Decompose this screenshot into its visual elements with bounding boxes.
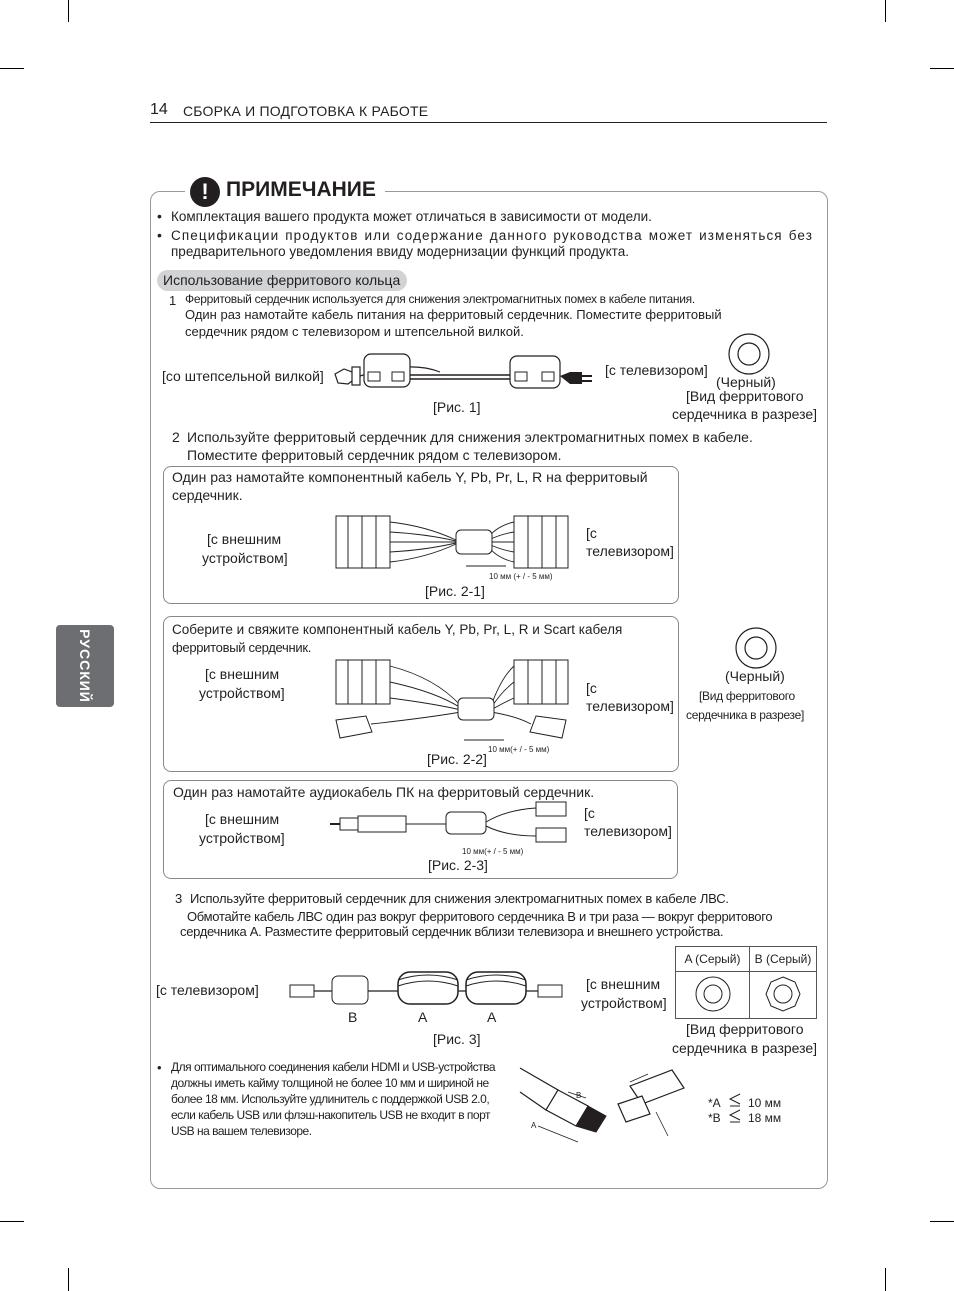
fig3-label-a1: A xyxy=(418,1009,428,1025)
crop-mark xyxy=(930,68,954,69)
section-view-2-line-2: сердечника в разрезе] xyxy=(686,708,805,722)
box-2-1-line-1: Один раз намотайте компонентный кабель Y, Pb, Pr, L, R на ферритовый xyxy=(172,469,648,485)
fig22-tv-line-2: телевизором] xyxy=(586,698,674,714)
fig21-tv-line-2: телевизором] xyxy=(586,543,674,559)
ferrite-b-cross-section xyxy=(763,974,803,1014)
ferrite-b-cell xyxy=(750,972,817,1019)
hdmi-note-line-5: USB на вашем телевизоре. xyxy=(171,1124,312,1138)
section-title: СБОРКА И ПОДГОТОВКА К РАБОТЕ xyxy=(183,103,429,119)
bullet-mark: • xyxy=(157,208,162,224)
note-bullet-1: Комплектация вашего продукта может отличаться в зависимости от модели. xyxy=(171,209,652,224)
fig21-dimension: 10 мм (+ / - 5 мм) xyxy=(489,572,553,581)
spec-b-label: *B xyxy=(708,1111,721,1125)
step-3-number: 3 xyxy=(175,891,183,906)
diagram-label-b: B xyxy=(576,1091,582,1100)
hdmi-note-line-4: если кабель USB или флэш-накопитель USB не входит в порт xyxy=(171,1108,491,1122)
fig22-ext-line-2: устройством] xyxy=(199,685,285,701)
crop-mark xyxy=(885,0,886,22)
note-bullet-2-line-2: предварительного уведомления ввиду модернизации функций продукта. xyxy=(171,244,629,259)
ferrite-cross-section-1 xyxy=(728,333,772,375)
spec-a-label: *A xyxy=(708,1096,721,1110)
step-1-line-3: сердечник рядом с телевизором и штепсельной вилкой. xyxy=(185,324,524,339)
header-rule xyxy=(150,122,827,123)
note-bullet-2-line-1: Спецификации продуктов или содержание данного руководства может изменяться без xyxy=(171,228,813,243)
fig23-tv-line-2: телевизором] xyxy=(584,823,672,839)
component-scart-cable-figure xyxy=(326,658,586,748)
exclamation-icon: ! xyxy=(190,177,220,207)
audio-cable-figure xyxy=(326,800,576,846)
spec-b-value: 18 мм xyxy=(748,1111,782,1125)
section-view-1-line-1: [Вид ферритового xyxy=(686,388,804,404)
step-1-line-1: Ферритовый сердечник используется для снижения электромагнитных помех в кабеле питания. xyxy=(185,292,695,306)
power-cable-figure xyxy=(330,350,600,392)
page-number: 14 xyxy=(150,101,168,118)
section-view-3-line-1: [Вид ферритового xyxy=(686,1021,804,1037)
crop-mark xyxy=(885,1268,886,1291)
fig3-left-label: [с телевизором] xyxy=(156,982,259,998)
fig21-caption: [Рис. 2-1] xyxy=(425,583,485,599)
fig23-tv-line-1: [с xyxy=(584,805,595,821)
step-3-line-1: Используйте ферритовый сердечник для снижения электромагнитных помех в кабеле ЛВС. xyxy=(190,891,729,906)
step-3-line-3: сердечника A. Разместите ферритовый сердечник вблизи телевизора и внешнего устройства. xyxy=(180,924,724,939)
ferrite-heading: Использование ферритового кольца xyxy=(157,270,407,291)
spec-a-value: 10 мм xyxy=(748,1096,782,1110)
note-title: ПРИМЕЧАНИЕ xyxy=(226,178,376,201)
box-2-2-line-1: Соберите и свяжите компонентный кабель Y, Pb, Pr, L, R и Scart кабеля xyxy=(172,622,623,637)
ferrite-section-table xyxy=(675,946,817,1019)
step-1-line-2: Один раз намотайте кабель питания на ферритовый сердечник. Поместите ферритовый xyxy=(185,307,722,322)
fig23-ext-line-1: [с внешним xyxy=(205,811,280,827)
fig3-caption: [Рис. 3] xyxy=(433,1031,481,1047)
step-2-line-1: Используйте ферритовый сердечник для снижения электромагнитных помех в кабеле. xyxy=(187,429,753,445)
crop-mark xyxy=(68,1268,69,1291)
crop-mark xyxy=(0,1221,24,1222)
fig22-dimension: 10 мм(+ / - 5 мм) xyxy=(488,745,550,754)
fig1-caption: [Рис. 1] xyxy=(433,399,481,415)
language-tab xyxy=(56,625,114,707)
fig22-ext-line-1: [с внешним xyxy=(205,666,280,682)
bullet-mark: • xyxy=(157,227,162,243)
fig22-tv-line-1: [с xyxy=(586,680,597,696)
table-head-b: B (Серый) xyxy=(750,947,817,972)
crop-mark xyxy=(0,68,24,69)
hdmi-usb-dimension-diagram xyxy=(518,1062,698,1144)
fig21-ext-line-2: устройством] xyxy=(202,550,288,566)
fig3-right-line-1: [с внешним xyxy=(586,976,661,992)
fig1-left-label: [со штепсельной вилкой] xyxy=(162,368,324,384)
step-2-number: 2 xyxy=(172,429,180,445)
lan-cable-figure xyxy=(288,966,573,1010)
table-head-a: A (Серый) xyxy=(676,947,750,972)
hdmi-note-line-2: должны иметь кайму толщиной не более 10 мм и шириной не xyxy=(171,1076,489,1090)
fig21-ext-line-1: [с внешним xyxy=(207,531,282,547)
box-2-1-line-2: сердечник. xyxy=(172,487,243,503)
ferrite-a-cell xyxy=(676,972,750,1019)
component-cable-figure xyxy=(326,514,586,572)
step-3-line-2: Обмотайте кабель ЛВС один раз вокруг ферритового сердечника B и три раза — вокруг ферритового xyxy=(187,909,773,924)
less-or-equal-icon xyxy=(728,1093,744,1125)
section-view-1-line-2: сердечника в разрезе] xyxy=(672,406,818,422)
black-label-2: (Черный) xyxy=(725,668,785,684)
fig3-right-line-2: устройством] xyxy=(581,995,667,1011)
section-view-3-line-2: сердечника в разрезе] xyxy=(672,1040,818,1056)
bullet-mark: • xyxy=(157,1060,162,1075)
ferrite-cross-section-2 xyxy=(735,627,779,669)
diagram-label-a: A xyxy=(531,1121,537,1130)
hdmi-note-line-1: Для оптимального соединения кабели HDMI и USB-устройства xyxy=(171,1060,496,1074)
fig3-label-b: B xyxy=(348,1009,358,1025)
fig23-dimension: 10 мм(+ / - 5 мм) xyxy=(462,847,524,856)
hdmi-note-line-3: более 18 мм. Используйте удлинитель с поддержкой USB 2.0, xyxy=(171,1092,490,1106)
crop-mark xyxy=(68,0,69,22)
fig21-tv-line-1: [с xyxy=(586,525,597,541)
section-view-2-line-1: [Вид ферритового xyxy=(699,689,795,703)
fig23-caption: [Рис. 2-3] xyxy=(428,857,488,873)
box-2-3-line-1: Один раз намотайте аудиокабель ПК на ферритовый сердечник. xyxy=(173,784,595,800)
fig23-ext-line-2: устройством] xyxy=(199,830,285,846)
fig3-label-a2: A xyxy=(487,1009,497,1025)
crop-mark xyxy=(930,1221,954,1222)
step-1-number: 1 xyxy=(169,293,177,308)
ferrite-a-cross-section xyxy=(693,974,733,1014)
step-2-line-2: Поместите ферритовый сердечник рядом с телевизором. xyxy=(187,447,562,463)
language-tab-label: РУССКИЙ xyxy=(77,629,93,703)
box-2-2-line-2: ферритовый сердечник. xyxy=(172,640,312,655)
fig22-caption: [Рис. 2-2] xyxy=(427,751,487,767)
fig1-right-label: [с телевизором] xyxy=(605,362,708,378)
black-label-1: (Черный) xyxy=(716,374,776,390)
